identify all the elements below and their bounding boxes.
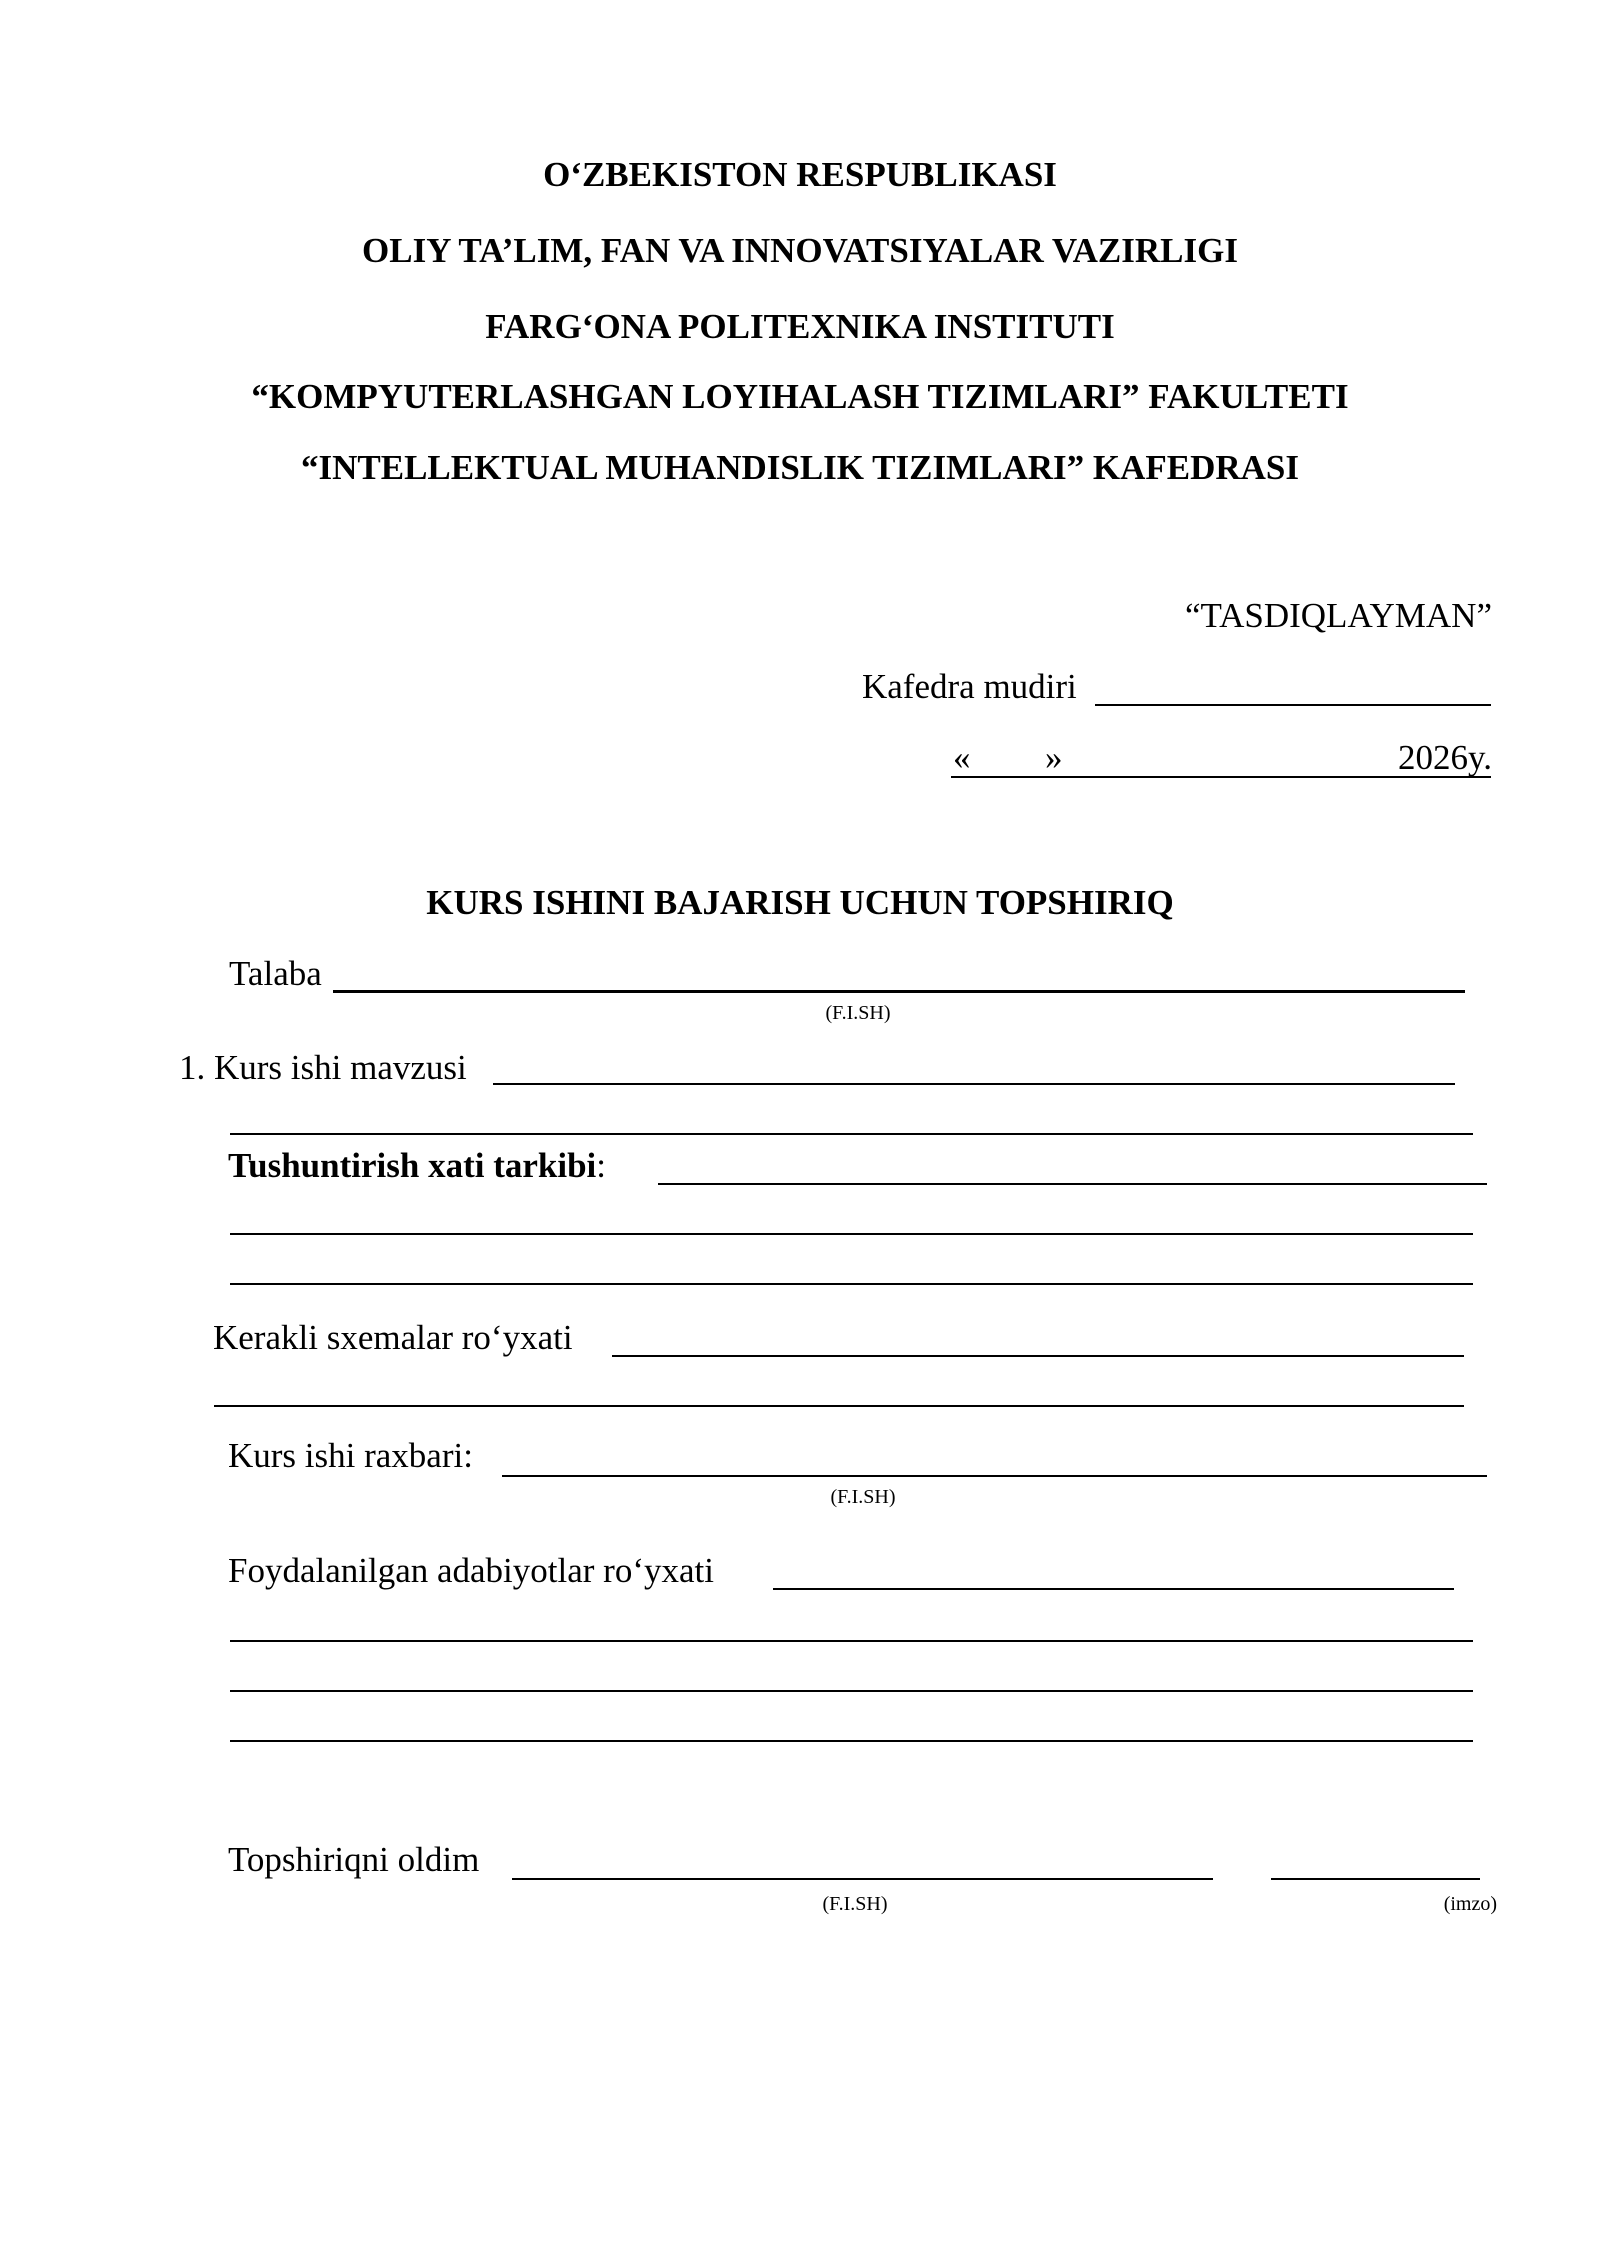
- literature-label: Foydalanilgan adabiyotlar ro‘yxati: [228, 1551, 714, 1590]
- literature-line-1: [773, 1588, 1454, 1590]
- received-signature-line: [1271, 1878, 1480, 1880]
- received-name-line: [512, 1878, 1213, 1880]
- supervisor-label: Kurs ishi raxbari:: [228, 1436, 473, 1475]
- date-open-quote: «: [953, 738, 971, 777]
- department-name: “INTELLEKTUAL MUHANDISLIK TIZIMLARI” KAFEDRASI: [300, 448, 1300, 487]
- supervisor-line: [502, 1475, 1487, 1477]
- schemes-label: Kerakli sxemalar ro‘yxati: [213, 1318, 573, 1357]
- explanatory-note-label-text: Tushuntirish xati tarkibi: [228, 1146, 597, 1185]
- schemes-line-2: [214, 1405, 1464, 1407]
- date-close-quote: »: [1045, 738, 1063, 777]
- explanatory-note-label: [228, 1146, 606, 1186]
- student-fish-caption: (F.I.SH): [825, 1002, 891, 1024]
- topic-line-2: [230, 1133, 1473, 1135]
- ministry-name: OLIY TA’LIM, FAN VA INNOVATSIYALAR VAZIRLIGI: [362, 231, 1238, 270]
- approval-year: 2026y.: [1398, 738, 1492, 777]
- document-title: KURS ISHINI BAJARISH UCHUN TOPSHIRIQ: [426, 883, 1174, 922]
- received-fish-caption: (F.I.SH): [822, 1893, 888, 1915]
- head-of-department-label: Kafedra mudiri: [862, 667, 1077, 706]
- faculty-name: “KOMPYUTERLASHGAN LOYIHALASH TIZIMLARI” FAKULTETI: [251, 377, 1349, 416]
- approval-title: “TASDIQLAYMAN”: [1185, 596, 1492, 635]
- literature-line-3: [230, 1690, 1473, 1692]
- explanatory-line-2: [230, 1233, 1473, 1235]
- topic-line-1: [493, 1083, 1455, 1085]
- literature-line-4: [230, 1740, 1473, 1742]
- literature-line-2: [230, 1640, 1473, 1642]
- signature-caption: (imzo): [1443, 1893, 1497, 1915]
- head-signature-line: [1095, 704, 1491, 706]
- received-label: Topshiriqni oldim: [228, 1840, 480, 1879]
- student-name-line: [333, 990, 1465, 993]
- explanatory-line-1: [658, 1183, 1487, 1185]
- supervisor-fish-caption: (F.I.SH): [830, 1486, 896, 1508]
- student-label: Talaba: [229, 954, 322, 993]
- schemes-line-1: [612, 1355, 1464, 1357]
- date-underline: [951, 776, 1491, 778]
- explanatory-line-3: [230, 1283, 1473, 1285]
- institute-name: FARG‘ONA POLITEXNIKA INSTITUTI: [485, 307, 1115, 346]
- ministry-country: O‘ZBEKISTON RESPUBLIKASI: [543, 155, 1057, 194]
- topic-label: 1. Kurs ishi mavzusi: [179, 1048, 467, 1087]
- explanatory-note-colon: :: [596, 1146, 607, 1185]
